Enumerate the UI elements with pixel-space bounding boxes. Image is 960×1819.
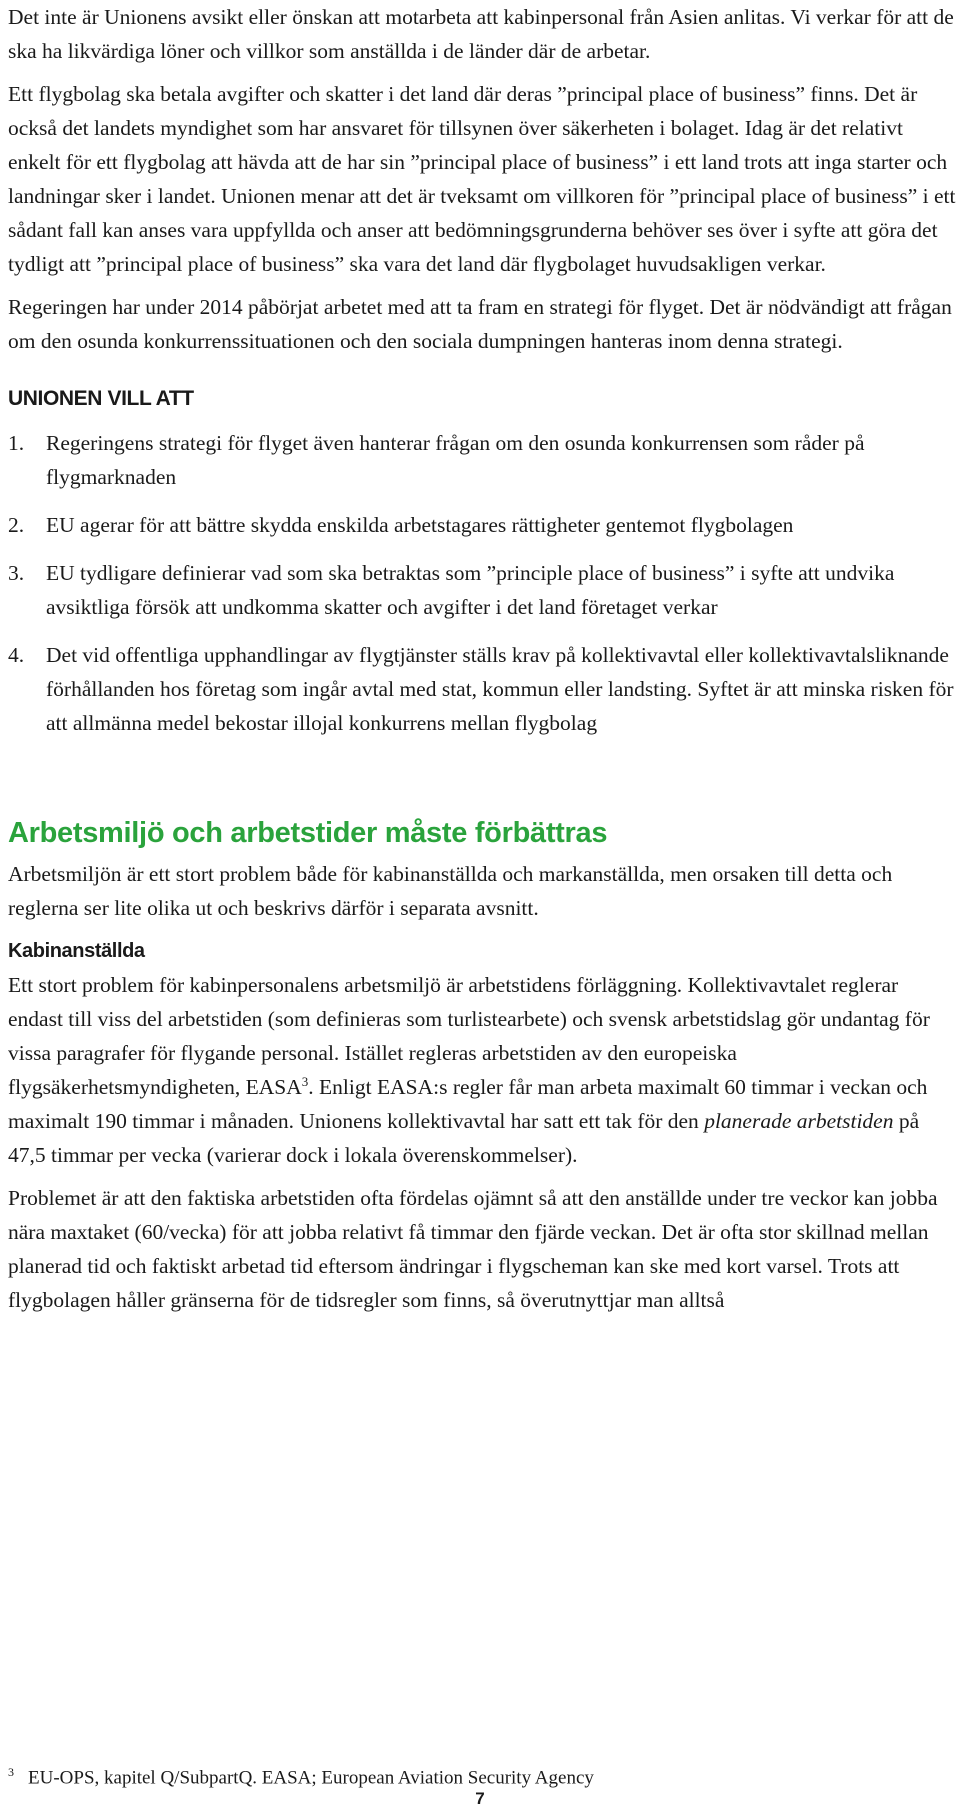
kabin-paragraph-2: Problemet är att den faktiska arbetstiden ofta fördelas ojämnt så att den anställde under tre veckor kan jobba nära maxtaket (60/vecka) för att jobba relativt få timmar den fjärde veckan. Det är ofta stor skillnad mellan planerad tid och faktiskt arbetad tid eftersom ändringar i flygscheman kan ske med kort varsel. Trots att flygbolagen håller gränserna för de tidsregler som finns, så överutnyttjar man alltså xyxy=(8,1186,938,1312)
list-item-text: Regeringens strategi för flyget även hanterar frågan om den osunda konkurrensen som råder på flygmarknaden xyxy=(46,431,865,489)
list-item xyxy=(8,426,956,494)
list-item xyxy=(8,556,956,624)
list-item-number: 2. xyxy=(8,513,25,537)
page-number: 7 xyxy=(475,1789,485,1808)
section-intro: Arbetsmiljön är ett stort problem både för kabinanställda och markanställda, men orsaken till detta och reglerna ser lite olika ut och beskrivs därför i separata avsnitt. xyxy=(8,862,893,920)
list-item xyxy=(8,638,956,740)
list-item-number: 3. xyxy=(8,561,25,585)
demands-list xyxy=(8,426,956,740)
list-heading: UNIONEN VILL ATT xyxy=(8,387,194,410)
list-item-number: 4. xyxy=(8,643,25,667)
kabin-paragraph-1 xyxy=(8,968,956,1172)
footnote-text: EU-OPS, kapitel Q/SubpartQ. EASA; European Aviation Security Agency xyxy=(28,1767,594,1789)
section-heading: Arbetsmiljö och arbetstider måste förbättras xyxy=(8,817,608,849)
kabin-text-part: . Enligt EASA:s regler får man arbeta maximalt 60 timmar i veckan och maximalt 190 timmar i månaden. Unionens kollektivavtal har satt ett tak för den xyxy=(8,1075,928,1133)
intro-paragraph-3: Regeringen har under 2014 påbörjat arbetet med att ta fram en strategi för flyget. Det är nödvändigt att frågan om den osunda konkurrenssituationen och den sociala dumpningen hanteras inom denna strategi. xyxy=(8,295,952,353)
list-item-text: EU agerar för att bättre skydda enskilda arbetstagares rättigheter gentemot flygbolagen xyxy=(46,513,794,537)
intro-paragraph-1: Det inte är Unionens avsikt eller önskan att motarbeta att kabinpersonal från Asien anlitas. Vi verkar för att de ska ha likvärdiga löner och villkor som anställda i de länder där de arbetar. xyxy=(8,5,954,63)
list-item-number: 1. xyxy=(8,431,25,455)
footnote xyxy=(8,1760,594,1790)
footnote-reference[interactable]: 3 xyxy=(301,1073,309,1089)
kabin-text-part: Ett stort problem för kabinpersonalens arbetsmiljö är arbetstidens förläggning. Kollektivavtalet reglerar endast till viss del arbetstiden (som definieras som turlistearbete) och svensk arbetstidslag gör undantag för vissa paragrafer för flygande personal. Istället regleras arbetstiden av den europeiska flygsäkerhetsmyndigheten, EASA xyxy=(8,973,930,1099)
document-page xyxy=(8,0,956,1326)
list-item-text: EU tydligare definierar vad som ska betraktas som ”principle place of business” i syfte att undvika avsiktliga försök att undkomma skatter och avgifter i det land företaget verkar xyxy=(46,561,895,619)
list-item-text: Det vid offentliga upphandlingar av flygtjänster ställs krav på kollektivavtal eller kollektivavtalsliknande förhållanden hos företag som ingår avtal med stat, kommun eller landsting. Syftet är att minska risken för att allmänna medel bekostar illojal konkurrens mellan flygbolag xyxy=(46,643,954,735)
kabin-italic-text: planerade arbetstiden xyxy=(704,1109,894,1133)
footnote-mark: 3 xyxy=(8,1765,14,1779)
subsection-heading: Kabinanställda xyxy=(8,940,145,962)
list-item xyxy=(8,508,956,542)
intro-paragraph-2: Ett flygbolag ska betala avgifter och skatter i det land där deras ”principal place of business” finns. Det är också det landets myndighet som har ansvaret för tillsynen över säkerheten i bolaget. Idag är det relativt enkelt för ett flygbolag att hävda att de har sin ”principal place of business” i ett land trots att inga starter och landningar sker i landet. Unionen menar att det är tveksamt om villkoren för ”principal place of business” i ett sådant fall kan anses vara uppfyllda och anser att bedömningsgrunderna behöver ses över i syfte att göra det tydligt att ”principal place of business” ska vara det land där flygbolaget huvudsakligen verkar. xyxy=(8,82,956,276)
kabin-text-part: på 47,5 timmar per vecka (varierar dock i lokala överenskommelser). xyxy=(8,1109,920,1167)
